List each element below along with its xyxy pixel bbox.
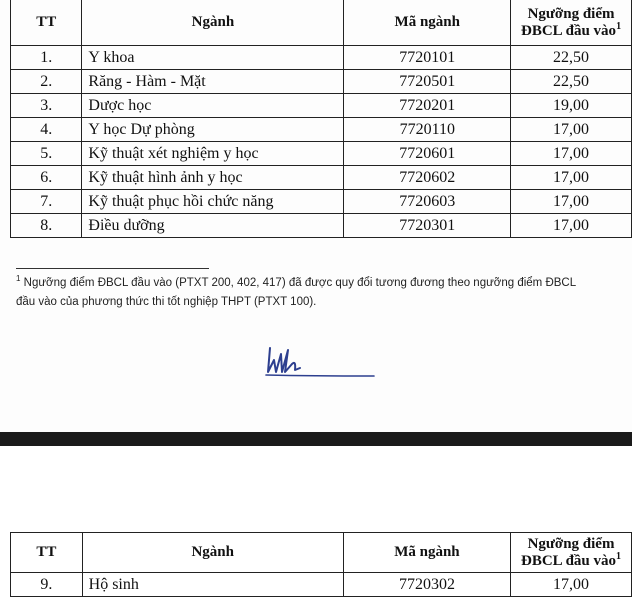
table-header-row — [11, 533, 632, 573]
cell-tt: 7. — [11, 190, 82, 214]
cell-code: 7720501 — [344, 70, 511, 94]
table-row — [11, 70, 632, 94]
cell-code: 7720602 — [344, 166, 511, 190]
cell-code: 7720101 — [344, 46, 511, 70]
cell-code: 7720603 — [344, 190, 511, 214]
cell-major: Kỹ thuật xét nghiệm y học — [82, 142, 344, 166]
cell-score: 17,00 — [511, 573, 632, 597]
table-row — [11, 573, 632, 597]
table-header-row — [11, 0, 632, 46]
cell-tt: 1. — [11, 46, 82, 70]
table-row — [11, 94, 632, 118]
table-body-top — [11, 46, 632, 238]
admission-table-bottom — [10, 532, 632, 597]
header-score-line2: ĐBCL đầu vào — [520, 552, 617, 569]
footnote-text-line1: Ngưỡng điểm ĐBCL đầu vào (PTXT 200, 402, 417) đã được quy đổi tương đương theo ngưỡng điểm ĐBCL — [23, 277, 577, 289]
cell-tt: 5. — [11, 142, 82, 166]
signature-icon — [262, 342, 380, 384]
cell-major: Dược học — [82, 94, 344, 118]
header-code: Mã ngành — [344, 0, 511, 46]
header-tt: TT — [11, 0, 82, 46]
table-row — [11, 142, 632, 166]
cell-code: 7720201 — [344, 94, 511, 118]
cell-tt: 3. — [11, 94, 82, 118]
cell-score: 19,00 — [511, 94, 632, 118]
cell-score: 17,00 — [511, 142, 632, 166]
cell-major: Răng - Hàm - Mặt — [82, 70, 344, 94]
cell-major: Điều dưỡng — [82, 214, 344, 238]
cell-score: 17,00 — [511, 166, 632, 190]
cell-score: 17,00 — [511, 190, 632, 214]
header-major: Ngành — [82, 0, 344, 46]
cell-code: 7720110 — [344, 118, 511, 142]
admission-table-top — [10, 0, 632, 238]
cell-major: Y khoa — [82, 46, 344, 70]
page-bottom — [0, 446, 632, 600]
footnote-divider — [16, 268, 209, 269]
table-row — [11, 166, 632, 190]
header-score — [511, 533, 632, 573]
cell-tt: 4. — [11, 118, 82, 142]
cell-code: 7720301 — [344, 214, 511, 238]
cell-major: Y học Dự phòng — [82, 118, 344, 142]
cell-major: Kỹ thuật phục hồi chức năng — [82, 190, 344, 214]
cell-major: Hộ sinh — [82, 573, 343, 597]
cell-score: 17,00 — [511, 214, 632, 238]
header-score-line2-wrap — [517, 550, 625, 570]
cell-tt: 2. — [11, 70, 82, 94]
footnote-line1 — [16, 274, 616, 293]
header-score-line2-wrap — [517, 20, 625, 40]
table-body-bottom — [11, 573, 632, 597]
cell-tt: 6. — [11, 166, 82, 190]
cell-code: 7720302 — [343, 573, 510, 597]
page-separator — [0, 432, 632, 446]
table-row — [11, 214, 632, 238]
footnote-text-line2: đầu vào của phương thức thi tốt nghiệp THPT (PTXT 100). — [16, 296, 317, 308]
cell-score: 17,00 — [511, 118, 632, 142]
header-score — [511, 0, 632, 46]
cell-tt: 8. — [11, 214, 82, 238]
cell-code: 7720601 — [344, 142, 511, 166]
header-score-line1: Ngưỡng điểm — [527, 535, 615, 552]
header-tt: TT — [11, 533, 83, 573]
table-row — [11, 190, 632, 214]
header-score-line2: ĐBCL đầu vào — [521, 22, 617, 39]
header-score-sup: 1 — [616, 550, 622, 562]
cell-score: 22,50 — [511, 70, 632, 94]
header-score-sup: 1 — [616, 20, 622, 32]
header-code: Mã ngành — [343, 533, 510, 573]
footnote-marker: 1 — [16, 274, 21, 284]
header-score-line1: Ngưỡng điểm — [527, 5, 615, 22]
table-row — [11, 118, 632, 142]
footnote — [16, 274, 616, 312]
table-row — [11, 46, 632, 70]
header-major: Ngành — [82, 533, 343, 573]
cell-score: 22,50 — [511, 46, 632, 70]
cell-tt: 9. — [11, 573, 83, 597]
cell-major: Kỹ thuật hình ảnh y học — [82, 166, 344, 190]
